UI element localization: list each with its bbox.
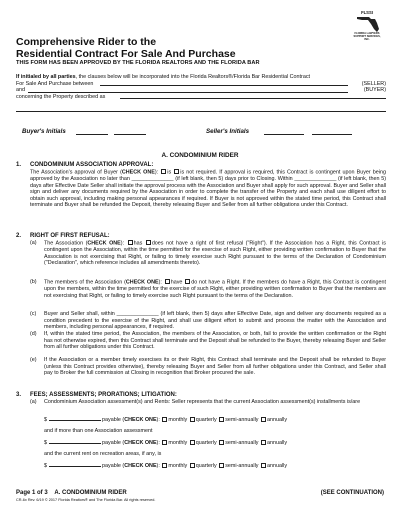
section-3-title: FEES; ASSESSMENTS; PRORATIONS; LITIGATION: — [30, 392, 177, 398]
section-2c-label: (c) — [30, 311, 37, 317]
section-1-body: The Association's approval of Buyer (CHECK ONE): is is not required. If approval is required, this Contract is contingent upon Buyer being approved by the Association no later than ______________ (if left blank, then 5) days prior to Closing. Within ______________ (if left blank, then 5) days after Effective Date Seller shall initiate the approval process with the Association and Buyer shall apply for such approval. Buyer and Seller shall sign and deliver any documents required by the Association in order to complete the transfer of the Property and each shall use diligent effort to obtain such approval, including making personal appearances if required. If Buyer is not approved within the stated time period, this Contract shall terminate and Buyer shall be refunded the Deposit, thereby releasing Buyer and Seller from all further obligations under this Contract. — [30, 169, 386, 208]
annually-checkbox-2[interactable] — [261, 440, 266, 445]
section-3a-label: (a) — [30, 399, 37, 405]
document-title: Comprehensive Rider to the Residential Contract For Sale And Purchase — [16, 36, 236, 60]
seller-initials-field-2[interactable] — [312, 134, 352, 135]
section-2b-body: The members of the Association (CHECK ONE): have do not have a Right. If the members do have a Right, this Contract is contingent upon the members, within the time permitted for the exercise of such Right, either providing written confirmation to Buyer that the members are not exercising that Right, or failing to timely exercise such Right pursuant to the terms of the Declaration. — [44, 279, 387, 299]
quarterly-checkbox-1[interactable] — [190, 417, 195, 422]
section-2d-body: If, within the stated time period, the Association, the members of the Association, or both, fail to provide the written confirmation or the Right has not otherwise expired, then this Contract shall terminate and the Deposit shall be refunded to the Buyer, thereby releasing Buyer and Seller from all further obligations under this Contract. — [44, 331, 386, 350]
buyer-name-field[interactable] — [28, 87, 348, 93]
section-1-title: CONDOMINIUM ASSOCIATION APPROVAL: — [30, 162, 154, 168]
approval-not-required-checkbox[interactable] — [174, 169, 179, 174]
section-3a-body: Condominium Association assessment(s) and Rents: Seller represents that the current Association assessment(s) installments is/are — [44, 399, 361, 405]
approval-required-checkbox[interactable] — [161, 169, 166, 174]
monthly-checkbox-1[interactable] — [162, 417, 167, 422]
buyer-initials-label: Buyer's Initials — [22, 128, 66, 135]
section-2b-label: (b) — [30, 279, 37, 285]
rider-heading: A. CONDOMINIUM RIDER — [161, 152, 239, 159]
footer-rider-name: A. CONDOMINIUM RIDER — [54, 490, 127, 496]
property-description-line-2[interactable] — [16, 111, 386, 112]
monthly-checkbox-3[interactable] — [162, 463, 167, 468]
section-2e-body: If the Association or a member timely exercises its or their Right, this Contract shall terminate and the Deposit shall be refunded to Buyer (unless this Contract provides otherwise), thereby releasing Buyer and Seller from all further obligations under this Contract, and Seller shall pay to Broker the full commission at Closing in recognition that Broker procured the sale. — [44, 357, 386, 376]
semi-annually-checkbox-3[interactable] — [219, 463, 224, 468]
recreation-payment-row: $ payable (CHECK ONE): monthly quarterly semi-annually annually — [44, 463, 288, 469]
section-2-title: RIGHT OF FIRST REFUSAL: — [30, 233, 110, 239]
approval-notice: THIS FORM HAS BEEN APPROVED BY THE FLORIDA REALTORS AND THE FLORIDA BAR — [16, 60, 260, 66]
logo-name: FLORIDA LAWYERS SUPPORT SERVICES, INC. — [353, 32, 381, 41]
annually-checkbox-1[interactable] — [261, 417, 266, 422]
members-no-right-checkbox[interactable] — [185, 279, 190, 284]
property-description-field[interactable] — [120, 94, 386, 100]
section-2e-label: (e) — [30, 357, 37, 363]
assessment-payment-row-1: $ payable (CHECK ONE): monthly quarterly semi-annually annually — [44, 417, 288, 423]
section-1-number: 1. — [16, 162, 22, 168]
intro-paragraph: If initialed by all parties, the clauses below will be incorporated into the Florida Realtors®/Florida Bar Residential Contract For Sale And Purchase between (SELLER) and (BUYER) concerning the Property described as — [16, 74, 386, 100]
semi-annually-checkbox-2[interactable] — [219, 440, 224, 445]
assessment-amount-field-1[interactable] — [49, 416, 101, 421]
members-have-right-checkbox[interactable] — [165, 279, 170, 284]
logo-acronym: FLSSI — [361, 10, 373, 15]
association-has-right-checkbox[interactable] — [128, 240, 133, 245]
section-2-number: 2. — [16, 233, 22, 239]
florida-map-icon — [355, 15, 385, 33]
intro-lead: If initialed by all parties — [16, 74, 76, 80]
section-2a-label: (a) — [30, 240, 37, 246]
seller-name-field[interactable] — [100, 81, 348, 87]
assessment-payment-row-2: $ payable (CHECK ONE): monthly quarterly semi-annually annually — [44, 440, 288, 446]
recreation-rent-text: and the current rent on recreation areas, if any, is — [44, 451, 162, 457]
buyer-initials-field-2[interactable] — [114, 134, 146, 135]
recreation-amount-field[interactable] — [49, 462, 101, 467]
seller-initials-label: Seller's Initials — [206, 128, 250, 135]
association-no-right-checkbox[interactable] — [146, 240, 151, 245]
page-number: Page 1 of 3 — [16, 490, 48, 496]
section-3-number: 3. — [16, 392, 22, 398]
quarterly-checkbox-3[interactable] — [190, 463, 195, 468]
copyright-notice: CR-6x Rev. 6/19 © 2017 Florida Realtors® and The Florida Bar. All rights reserved. — [16, 498, 156, 502]
buyer-initials-field-1[interactable] — [76, 134, 108, 135]
see-continuation: (SEE CONTINUATION) — [320, 490, 384, 496]
annually-checkbox-3[interactable] — [261, 463, 266, 468]
section-2a-body: The Association (CHECK ONE): has does not have a right of first refusal ("Right"). If the Association has a Right, this Contract is contingent upon the Association, within the time permitted for the exercise of such Right, either providing written confirmation to Buyer that the Association is not exercising that Right, or failing to timely exercise such Right pursuant to the terms of the Declaration of Condominium ("Declaration", which reference includes all amendments thereto). — [44, 240, 387, 266]
monthly-checkbox-2[interactable] — [162, 440, 167, 445]
flssi-logo — [352, 10, 382, 44]
footer-page-info — [16, 490, 127, 496]
assessment-amount-field-2[interactable] — [49, 439, 101, 444]
quarterly-checkbox-2[interactable] — [190, 440, 195, 445]
semi-annually-checkbox-1[interactable] — [219, 417, 224, 422]
more-than-one-assessment: and if more than one Association assessment — [44, 428, 153, 434]
section-2c-body: Buyer and Seller shall, within ______________ (if left blank, then 5) days after Effective Date, sign and deliver any documents required as a condition precedent to the exercise of the Right, and shall use diligent effort to submit and process the matter with the Association and members, including personal appearances, if required. — [44, 311, 386, 330]
section-2d-label: (d) — [30, 331, 37, 337]
seller-initials-field-1[interactable] — [264, 134, 304, 135]
